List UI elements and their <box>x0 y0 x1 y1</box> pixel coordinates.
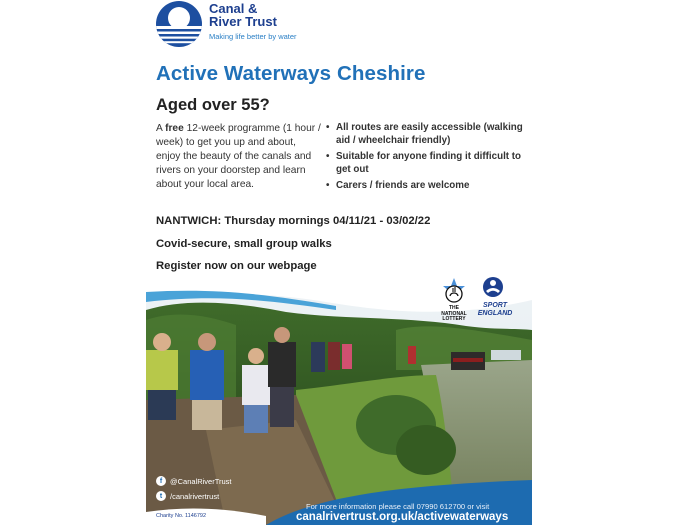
facebook-handle[interactable] <box>156 476 232 486</box>
facebook-handle-text: @CanalRiverTrust <box>170 476 232 486</box>
register-text: Register now on our webpage <box>156 260 317 272</box>
national-lottery-label <box>434 306 474 323</box>
feature-list <box>326 122 531 197</box>
twitter-handle-text: /canalrivertrust <box>170 491 220 501</box>
schedule-text: NANTWICH: Thursday mornings 04/11/21 - 03/02/22 <box>156 215 431 227</box>
intro-bold: free <box>165 123 184 134</box>
sport-england-logo-icon <box>482 275 504 303</box>
brand-name-line1: Canal & <box>209 1 258 16</box>
twitter-icon: t <box>156 491 166 501</box>
brand-name-line2: River Trust <box>209 14 277 29</box>
canal-river-trust-logo-icon <box>154 0 204 48</box>
sport-line1: SPORT <box>483 302 507 309</box>
covid-text: Covid-secure, small group walks <box>156 238 332 250</box>
poster <box>146 0 532 525</box>
lottery-line3: LOTTERY <box>442 316 466 322</box>
charity-number: Charity No. 1146792 <box>156 513 207 519</box>
poster-title: Active Waterways Cheshire <box>156 62 426 85</box>
poster-subtitle: Aged over 55? <box>156 96 270 114</box>
facebook-icon: f <box>156 476 166 486</box>
intro-rest: 12-week programme (1 hour / week) to get you up and about, enjoy the beauty of the canals and rivers on your doorstep and learn about your local area. <box>156 123 321 191</box>
sport-england-label <box>471 302 519 318</box>
lottery-line1: THE <box>449 305 459 311</box>
intro-paragraph <box>156 122 321 192</box>
brand-tagline: Making life better by water <box>209 32 297 41</box>
feature-item: • Suitable for anyone finding it difficult to get out <box>326 151 531 176</box>
feature-item: • Carers / friends are welcome <box>326 180 531 193</box>
sport-line2: ENGLAND <box>477 310 513 317</box>
lottery-line2: NATIONAL <box>441 310 467 317</box>
footer-url-link[interactable]: canalrivertrust.org.uk/activewaterways <box>296 511 509 523</box>
feature-item: • All routes are easily accessible (walking aid / wheelchair friendly) <box>326 122 531 147</box>
intro-prefix: A <box>156 123 166 134</box>
twitter-handle[interactable] <box>156 491 219 501</box>
footer-info-text: For more information please call 07990 612700 or visit <box>306 502 490 511</box>
brand-name <box>209 2 329 28</box>
